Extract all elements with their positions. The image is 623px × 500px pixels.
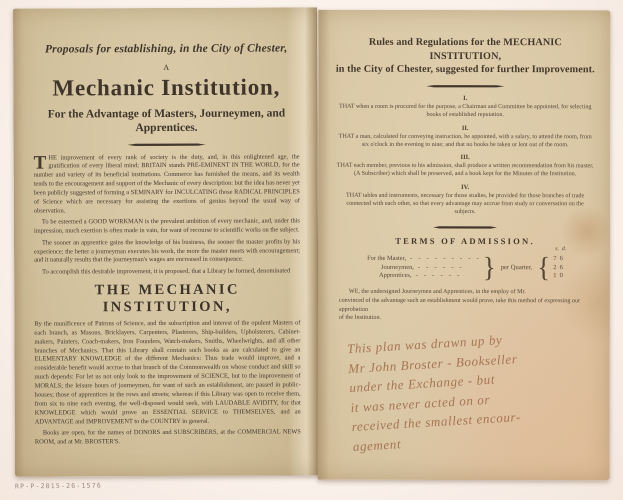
rule-2-numeral: II. <box>461 124 469 132</box>
handwriting-line-3: under the Exchange - but <box>348 371 496 396</box>
left-brace-glyph: { <box>537 251 551 284</box>
terms-of-admission-heading: TERMS OF ADMISSION. <box>395 236 535 247</box>
pledge-line-1: WE, the undersigned Journeymen and Apprentices, in the employ of Mr. <box>348 289 526 296</box>
terms-row-master: For the Master, - - - - - - - - - <box>367 255 480 263</box>
price-apprentices: 1 0 <box>553 272 563 280</box>
handwriting-line-1: This plan was drawn up by <box>346 332 503 357</box>
paragraph-munificence: By the munificence of Patrons of Science, and the subscription and interest of the opulent Masters of each branch, as Masons, Bricklayers, Carpenters, Plasterers, Ship-builders, Upholsterers, Cabinet-makers, Painters, Coach-makers, Iron Founders, Watch-makers, Smiths, Wheelwrights, and all other branches of Mechanics. That this Library shall contain such books as are calculated to give an ELEMENTARY KNOWLEDGE of the different Mechanics: Thus trade would improve, and a considerable benefit would accrue to that branch of the Commonwealth on whose conduct and skill so much depends: For let us not only look to the improvement of SCIENCE, but to the improvement of MORALS; the leisure hours of journeymen, for want of such an establishment, are passed in public-houses; those of apprentices in the rows and streets; whereas if this Library was open to receive them, from six to nine each evening, the well-disposed would seek, with LAUDABLE AVIDITY, for that KNOWLEDGE which would prove an ESSENTIAL SERVICE to THEMSELVES, and an ADVANTAGE and IMPROVEMENT to the COUNTRY in general. <box>34 319 301 426</box>
paragraph-library-proposal: To accomplish this desirable improvement, it is proposed, that a Library be formed, denominated <box>42 267 291 276</box>
rule-4 <box>333 184 597 217</box>
rules-title-line2: in the City of Chester, suggested for further Improvement. <box>335 63 595 76</box>
paragraph-good-workman: To be esteemed a GOOD WORKMAN is the prevalent ambition of every mechanic, and, under this impression, much exertion is often made in vain, for want of recourse to scientific works on the subject. <box>33 217 300 235</box>
rule-3 <box>333 154 597 179</box>
handwriting-line-4: it was never acted on or <box>350 391 491 415</box>
terms-prices <box>553 246 567 280</box>
left-page-subtitle: For the Advantage of Masters, Journeymen, and Apprentices. <box>47 107 286 134</box>
terms-row-apprentices: Apprentices, - - - - - - <box>379 271 461 279</box>
handwriting-line-2: Mr John Broster - Bookseller <box>347 350 518 376</box>
rule-1-text: THAT when a room is procured for the purpose, a Chairman and Committee be appointed, for selecting books of established reputation. <box>339 103 592 119</box>
left-page <box>13 7 319 476</box>
right-page <box>318 10 611 481</box>
rule-1-numeral: I. <box>463 94 468 103</box>
swelled-rule-divider <box>128 143 206 147</box>
drop-cap: T <box>33 152 47 174</box>
rules-title <box>333 36 597 77</box>
price-journeymen: 2 6 <box>553 263 563 271</box>
left-page-italic-header: Proposals for establishing, in the City of Chester, <box>44 42 288 56</box>
paragraph-intro-text: HE improvement of every rank of society is the duty, and, in this enlightened age, the gratification of every liberal mind; BRITAIN stands PRE-EMINENT IN THE WORLD, for the number and variety of its beneficial institutions. Commerce has furnished the means, and its wealth tends to the encouragement and support of the Mechanic of every description: but the idea has never yet been publicly suggested of forming a SEMINARY for INCULCATING those RADICAL PRINCIPLES of Science which are necessary for assisting the exertions of genius beyond the usual way of observation. <box>33 152 300 215</box>
swelled-rule-divider <box>426 84 504 88</box>
rule-1 <box>333 95 597 120</box>
rule-4-numeral: IV. <box>461 183 470 191</box>
terms-labels <box>367 255 480 280</box>
rule-4-text: THAT tables and instruments, necessary for those studies, be provided for those branches of trade connected with each other, so that every advantage may accrue from study or conversation on the subjects. <box>346 192 585 216</box>
per-quarter-label: per Quarter, <box>500 264 533 272</box>
paragraph-apprentice: The sooner an apprentice gains the knowledge of his business, the sooner the master profits by his experience; the better a journeyman executes his work, the more the master meets with encouragement; and it naturally results that the journeyman's wages are encreased in consequence. <box>34 238 301 265</box>
rule-3-text: THAT each member, previous to his admission, shall produce a written recommendation from his master, (A Subscriber) which shall be preserved, and a book kept for the Minutes of the Institution. <box>336 162 594 178</box>
section-heading-mechanic-institution: THE MECHANIC INSTITUTION, <box>94 281 240 316</box>
handwriting-line-6: agement <box>352 435 402 454</box>
price-master: 7 6 <box>553 255 563 263</box>
swelled-rule-divider <box>433 226 497 230</box>
terms-row-journeymen: Journeymen, - - - - - - <box>381 263 463 271</box>
terms-of-admission-table <box>333 246 597 284</box>
pledge-line-3: of the Institution. <box>338 314 382 322</box>
handwritten-annotation <box>346 325 593 456</box>
handwriting-line-5: received the smallest encour- <box>351 409 522 435</box>
pledge-paragraph <box>333 288 597 323</box>
rules-title-line1: Rules and Regulations for the MECHANIC INSTITUTION, <box>368 36 562 62</box>
pledge-line-2: convinced of the advantage such an establishment would prove, take this method of expressing our approbation <box>338 297 581 313</box>
paragraph-intro <box>34 153 300 217</box>
catalog-number: RP-P-2015-26-1576 <box>14 481 102 491</box>
left-page-article-a: A <box>163 62 170 73</box>
rule-3-numeral: III. <box>460 154 470 162</box>
paragraph-books-open: Books are open, for the names of DONORS and SUBSCRIBERS, at the COMMERCIAL NEWS ROOM, and at Mr. BROSTER'S. <box>34 428 301 446</box>
right-brace-glyph: } <box>482 251 496 284</box>
left-page-title: Mechanic Institution, <box>52 74 281 101</box>
rule-2-text: THAT a man, calculated for conveying instruction, be appointed, with a salary, to attend the room, from six o'clock in the evening to nine; and that no books be taken or lent out of the room. <box>338 133 592 149</box>
shillings-pence-header: s. d. <box>555 246 567 253</box>
rule-2 <box>333 124 597 149</box>
